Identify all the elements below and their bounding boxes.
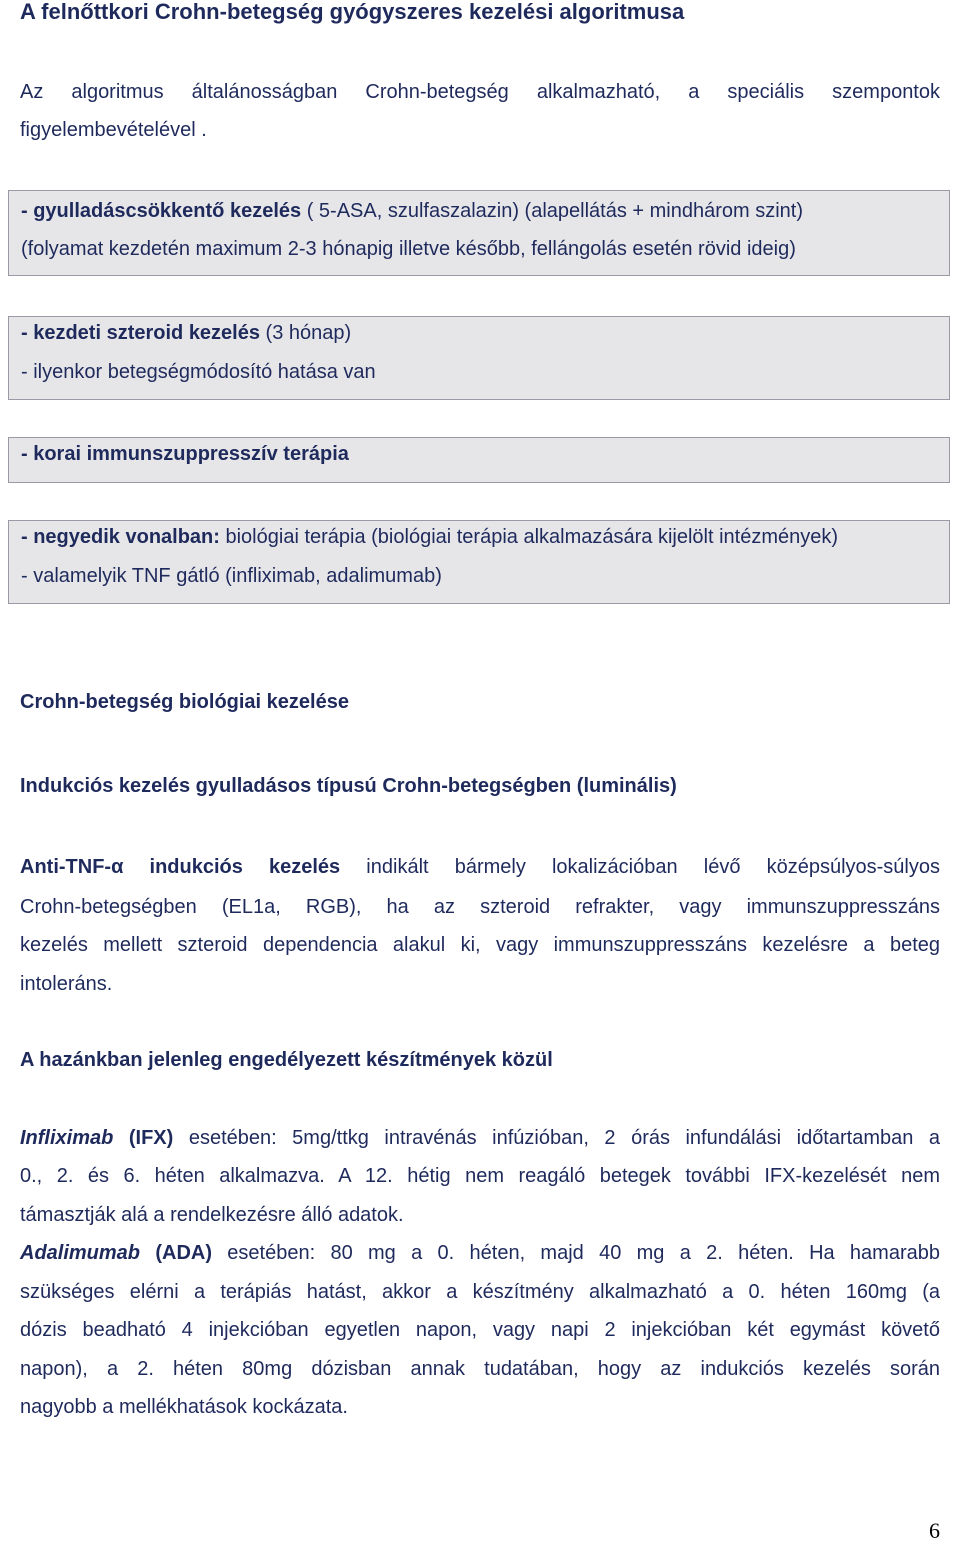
adalimumab-abbr: (ADA) xyxy=(140,1242,212,1264)
algorithm-step-biological xyxy=(8,520,950,604)
intro-line-1: Az algoritmus általánosságban Crohn-betegség alkalmazható, a speciális szempontok xyxy=(20,81,940,103)
infliximab-line-3: támasztják alá a rendelkezésre álló adatok. xyxy=(20,1204,404,1226)
adalimumab-detail: esetében: 80 mg a 0. héten, majd 40 mg a 2. héten. Ha hamarabb xyxy=(212,1242,940,1264)
step4-detail: biológiai terápia (biológiai terápia alkalmazására kijelölt intézmények) xyxy=(219,526,839,548)
anti-tnf-label: Anti-TNF-α indukciós kezelés xyxy=(20,856,341,878)
anti-tnf-line-3: kezelés mellett szteroid dependencia alakul ki, vagy immunszuppresszáns kezelésre a beteg xyxy=(20,934,940,956)
step1-line-1 xyxy=(21,199,941,223)
step2-line-2: - ilyenkor betegségmódosító hatása van xyxy=(21,361,376,383)
adalimumab-line-1 xyxy=(20,1241,940,1265)
anti-tnf-line-4: intoleráns. xyxy=(20,973,113,995)
infliximab-name: Infliximab xyxy=(20,1127,114,1149)
adalimumab-line-3: dózis beadható 4 injekcióban egyetlen napon, vagy napi 2 injekcióban két egymást követő xyxy=(20,1319,940,1341)
anti-tnf-line-1 xyxy=(20,855,940,879)
step2-label: - kezdeti szteroid kezelés xyxy=(21,322,260,344)
step4-line-2: - valamelyik TNF gátló (infliximab, adalimumab) xyxy=(21,565,442,587)
anti-tnf-line-2: Crohn-betegségben (EL1a, RGB), ha az szteroid refrakter, vagy immunszuppresszáns xyxy=(20,896,940,918)
step2-detail: (3 hónap) xyxy=(259,322,352,344)
infliximab-line-2: 0., 2. és 6. héten alkalmazva. A 12. hétig nem reagáló betegek további IFX-kezelését nem xyxy=(20,1165,940,1187)
adalimumab-line-2: szükséges elérni a terápiás hatást, akkor a készítmény alkalmazható a 0. héten 160mg (a xyxy=(20,1281,940,1303)
step4-label: - negyedik vonalban: xyxy=(21,526,220,548)
step1-detail: ( 5-ASA, szulfaszalazin) (alapellátás + mindhárom szint) xyxy=(301,200,804,222)
step3-label: - korai immunszuppresszív terápia xyxy=(21,443,349,465)
step1-line-2: (folyamat kezdetén maximum 2-3 hónapig illetve később, fellángolás esetén rövid ideig) xyxy=(21,238,796,260)
adalimumab-name: Adalimumab xyxy=(20,1242,141,1264)
infliximab-detail: esetében: 5mg/ttkg intravénás infúzióban, 2 órás infundálási időtartamban a xyxy=(173,1127,940,1149)
step2-line-1 xyxy=(21,321,941,345)
algorithm-step-anti-inflammatory xyxy=(8,190,950,276)
section-heading-biological-treatment: Crohn-betegség biológiai kezelése xyxy=(20,691,349,713)
step4-line-1 xyxy=(21,525,941,549)
section-heading-induction: Indukciós kezelés gyulladásos típusú Crohn-betegségben (luminális) xyxy=(20,775,677,797)
section-heading-approved-products: A hazánkban jelenleg engedélyezett készítmények közül xyxy=(20,1049,553,1071)
infliximab-line-1 xyxy=(20,1126,940,1150)
infliximab-abbr: (IFX) xyxy=(113,1127,174,1149)
step1-label: - gyulladáscsökkentő kezelés xyxy=(21,200,302,222)
adalimumab-line-4: napon), a 2. héten 80mg dózisban annak tudatában, hogy az indukciós kezelés során xyxy=(20,1358,940,1380)
intro-line-2: figyelembevételével . xyxy=(20,119,207,141)
page-number: 6 xyxy=(929,1518,940,1543)
algorithm-step-immunosuppressive xyxy=(8,437,950,483)
page-title: A felnőttkori Crohn-betegség gyógyszeres kezelési algoritmusa xyxy=(20,0,685,24)
anti-tnf-detail: indikált bármely lokalizációban lévő középsúlyos-súlyos xyxy=(340,856,940,878)
adalimumab-line-5: nagyobb a mellékhatások kockázata. xyxy=(20,1396,348,1418)
algorithm-step-steroid xyxy=(8,316,950,400)
